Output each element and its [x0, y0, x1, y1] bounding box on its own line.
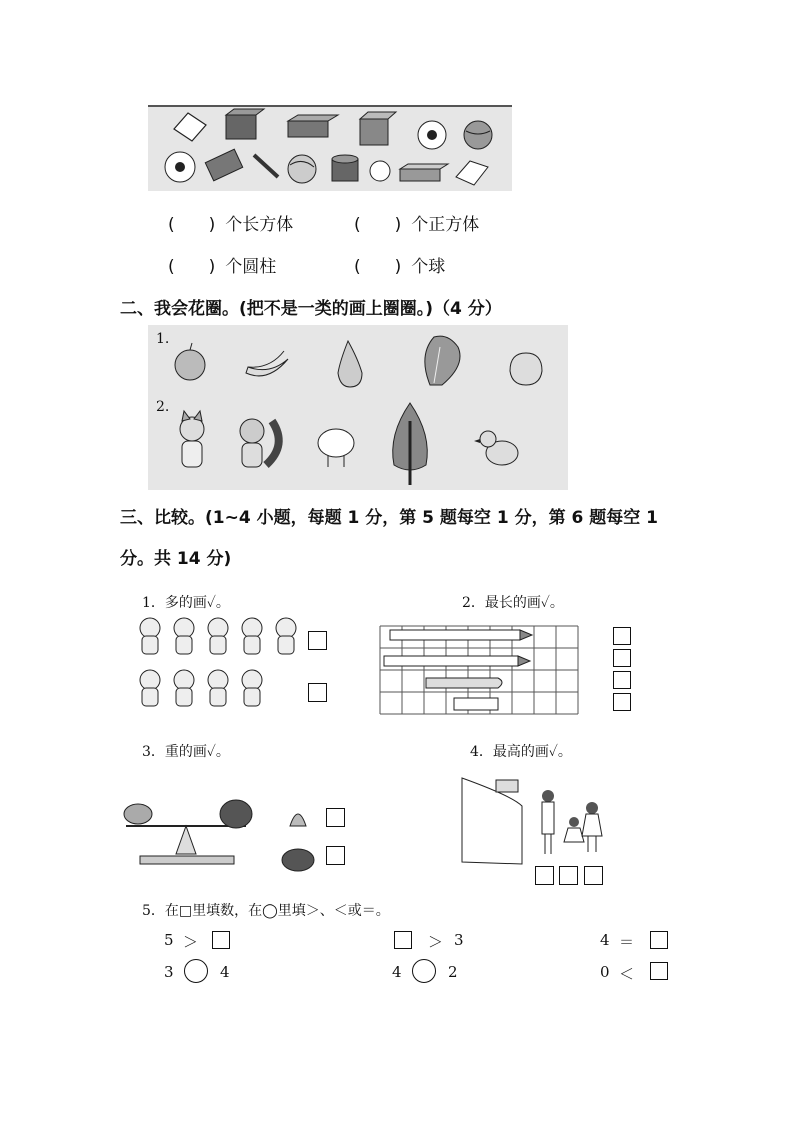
q5-operator: ＜ [619, 965, 635, 983]
q5-operator: ＞ [183, 933, 199, 951]
q5-answer-box[interactable] [650, 931, 668, 949]
q5-left-value: 4 [392, 963, 402, 981]
q4-text: 4．最高的画✓。 [470, 744, 572, 760]
answer-paren[interactable]: ( ) [168, 257, 216, 277]
peach-icon[interactable] [510, 353, 542, 385]
q1-answer-box-top[interactable] [308, 631, 327, 650]
blank-sphere [354, 252, 445, 277]
section3-heading-line1: 三、比较。(1~4 小题，每题 1 分，第 5 题每空 1 分，第 6 题每空 1 [120, 508, 658, 528]
tree-icon[interactable] [393, 403, 428, 485]
q5-left-value: 3 [164, 963, 174, 981]
q5-operator: ＞ [428, 933, 444, 951]
row2-number: 2. [156, 399, 170, 415]
answer-paren[interactable]: ( ) [354, 215, 402, 235]
q5-right-value: 2 [448, 963, 458, 981]
q3-answer-box-pineapple[interactable] [326, 808, 345, 827]
apple-icon[interactable] [175, 343, 205, 380]
balance-scale-icon [120, 796, 360, 876]
q2-text: 2．最长的画✓。 [462, 595, 564, 611]
q1-answer-box-bottom[interactable] [308, 683, 327, 702]
q4-answer-box-3[interactable] [584, 866, 603, 885]
answer-paren[interactable]: ( ) [354, 257, 402, 277]
sheep-icon[interactable] [318, 429, 354, 467]
odd-one-out-picture [148, 325, 568, 490]
items-icon [148, 325, 568, 490]
cabbage-icon[interactable] [425, 336, 460, 385]
chick-icon[interactable] [474, 431, 518, 465]
q5-answer-circle[interactable] [412, 959, 436, 983]
q5-answer-box[interactable] [394, 931, 412, 949]
solid-shapes-icon [148, 107, 512, 191]
q5-left-value: 4 [600, 931, 610, 949]
q5-right-value: 4 [220, 963, 230, 981]
dogs-and-cows-icon [136, 614, 306, 710]
shapes-picture [148, 105, 512, 191]
blank-cylinder [168, 252, 276, 277]
row1-number: 1. [156, 331, 170, 347]
cube-label: 个正方体 [411, 215, 480, 235]
blank-cube [354, 210, 479, 235]
q5-operator: ＝ [619, 933, 635, 951]
q2-answer-box-2[interactable] [613, 649, 631, 667]
q5-answer-box[interactable] [650, 962, 668, 980]
answer-paren[interactable]: ( ) [168, 215, 216, 235]
q2-answer-box-4[interactable] [613, 693, 631, 711]
blank-cuboid [168, 210, 293, 235]
pear-icon[interactable] [338, 341, 362, 387]
sphere-label: 个球 [411, 257, 446, 277]
people-heights-icon [462, 766, 612, 864]
section2-heading: 二、我会花圈。(把不是一类的画上圈圈。)（4 分） [120, 299, 502, 319]
q1-text: 1．多的画✓。 [142, 595, 230, 611]
cat-icon[interactable] [180, 411, 204, 467]
q5-left-value: 5 [164, 931, 174, 949]
q5-answer-box[interactable] [212, 931, 230, 949]
cuboid-label: 个长方体 [225, 215, 294, 235]
q3-text: 3．重的画✓。 [142, 744, 230, 760]
q4-answer-box-1[interactable] [535, 866, 554, 885]
q4-answer-box-2[interactable] [559, 866, 578, 885]
q5-right-value: 3 [454, 931, 464, 949]
banana-icon[interactable] [246, 351, 288, 376]
squirrel-icon[interactable] [240, 419, 279, 467]
cylinder-label: 个圆柱 [225, 257, 277, 277]
q3-answer-box-watermelon[interactable] [326, 846, 345, 865]
q5-answer-circle[interactable] [184, 959, 208, 983]
q2-answer-box-3[interactable] [613, 671, 631, 689]
section3-heading-line2: 分。共 14 分) [120, 549, 232, 569]
q5-text: 5．在□里填数，在◯里填＞、＜或＝。 [142, 903, 390, 919]
q5-left-value: 0 [600, 963, 610, 981]
pencils-grid-icon [380, 624, 606, 716]
q2-answer-box-1[interactable] [613, 627, 631, 645]
